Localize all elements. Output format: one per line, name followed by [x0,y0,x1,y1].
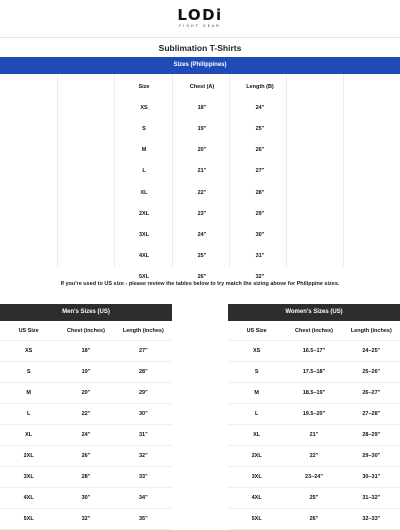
column-header: Length (B) [246,83,274,90]
grid-line [343,74,344,267]
table-cell: L [142,168,146,175]
table-header-row [115,76,289,97]
table-row [0,383,172,404]
table-cell: 28–29" [362,432,381,438]
table-cell: 34" [138,495,148,501]
table-row [115,161,289,182]
table-cell: 26" [309,516,319,522]
table-cell: 3XL [138,231,150,238]
table-cell: XS [140,104,148,111]
mens-size-table [0,304,172,530]
table-row [228,383,400,404]
table-cell: 19" [197,125,207,132]
table-cell: 28" [81,474,91,480]
table-cell: 20" [197,147,207,154]
table-row [0,509,172,530]
womens-size-table [228,304,400,530]
table-cell: 20" [81,390,91,396]
table-cell: 19" [81,369,91,375]
table-header-row [0,321,172,341]
table-cell: 27–28" [362,411,381,417]
table-cell: 16.5–17" [302,348,326,354]
table-cell: 24" [197,231,207,238]
table-cell: S [26,369,31,375]
table-cell: 25" [197,253,207,260]
table-row [115,118,289,139]
table-row [115,203,289,224]
mens-sizes-banner: Men's Sizes (US) [0,304,172,321]
table-row [115,246,289,267]
table-cell: L [26,411,31,417]
table-cell: S [254,369,259,375]
column-header: Length (inches) [122,327,164,334]
table-cell: 26" [81,453,91,459]
table-cell: 22" [81,411,91,417]
table-cell: 22" [309,453,319,459]
column-header: Chest (inches) [295,327,333,334]
table-row [0,404,172,425]
table-cell: 18" [197,104,207,111]
table-cell: 25" [255,125,265,132]
table-cell: 5XL [251,516,262,522]
table-cell: 19.5–20" [302,411,326,417]
table-cell: 17.5–18" [302,369,326,375]
table-row [228,467,400,488]
table-cell: 3XL [251,474,262,480]
table-cell: 33" [138,474,148,480]
table-cell: 24–25" [362,348,381,354]
table-cell: 31–32" [362,495,381,501]
table-cell: 2XL [251,453,262,459]
table-cell: 28" [255,189,265,196]
table-row [228,446,400,467]
column-header: Size [138,83,150,90]
header [0,0,400,38]
table-cell: 4XL [251,495,262,501]
table-cell: 27" [138,348,148,354]
table-cell: 25" [309,495,319,501]
table-cell: 32" [81,516,91,522]
table-cell: 4XL [23,495,34,501]
table-cell: 5XL [23,516,34,522]
table-header-row [228,321,400,341]
table-cell: 2XL [138,210,150,217]
page-title: Sublimation T-Shirts [158,43,242,53]
table-cell: 30" [81,495,91,501]
table-cell: 22" [197,189,207,196]
table-cell: 5XL [138,274,150,281]
table-cell: 4XL [138,253,150,260]
column-header: US Size [18,327,39,334]
table-cell: XL [25,432,33,438]
table-row [115,182,289,203]
table-cell: 3XL [23,474,34,480]
us-size-note: If you're used to US size - please review the tables below to try match the sizing above for Philippine sizes. [60,281,340,287]
table-row [0,425,172,446]
table-cell: 30" [138,411,148,417]
table-cell: 21" [309,432,319,438]
table-cell: XS [252,348,261,354]
table-row [228,341,400,362]
philippines-sizes-banner: Sizes (Philippines) [0,57,400,74]
table-row [115,140,289,161]
table-cell: 18.5–19" [302,390,326,396]
table-cell: 32" [255,274,265,281]
table-row [0,467,172,488]
table-cell: 29" [255,210,265,217]
brand-logo[interactable]: LODi [177,6,223,24]
table-row [228,404,400,425]
table-cell: 21" [197,168,207,175]
table-cell: XS [24,348,33,354]
table-cell: 30" [255,231,265,238]
womens-sizes-banner: Women's Sizes (US) [228,304,400,321]
column-header: US Size [246,327,267,334]
table-row [0,341,172,362]
table-cell: 24" [255,104,265,111]
table-cell: 26" [255,147,265,154]
philippines-size-table [115,76,289,288]
table-cell: 27" [255,168,265,175]
table-row [228,488,400,509]
table-cell: M [141,147,147,154]
table-row [115,224,289,245]
table-cell: 31" [138,432,148,438]
brand-tagline: FIGHT GEAR [179,24,221,28]
table-cell: M [254,390,259,396]
table-row [0,362,172,383]
table-cell: 32–33" [362,516,381,522]
table-cell: 26" [197,274,207,281]
table-cell: 32" [138,453,148,459]
table-cell: 2XL [23,453,34,459]
table-cell: 29–30" [362,453,381,459]
table-cell: 18" [81,348,91,354]
table-cell: 23–24" [305,474,323,480]
table-cell: 28" [138,369,148,375]
table-cell: 35" [138,516,148,522]
table-cell: XL [140,189,148,196]
table-row [228,509,400,530]
table-cell: 29" [138,390,148,396]
table-cell: 30–31" [362,474,381,480]
table-cell: 31" [255,253,265,260]
table-cell: S [142,125,146,132]
table-cell: L [254,411,259,417]
table-cell: XL [253,432,261,438]
table-cell: 26–27" [362,390,381,396]
table-row [115,97,289,118]
table-cell: 24" [81,432,91,438]
column-header: Chest (A) [189,83,215,90]
column-header: Chest (inches) [67,327,105,334]
table-row [228,425,400,446]
table-cell: 25–26" [362,369,381,375]
table-cell: 23" [197,210,207,217]
table-row [0,488,172,509]
grid-line [57,74,58,267]
table-row [228,362,400,383]
table-cell: M [26,390,31,396]
table-row [0,446,172,467]
column-header: Length (inches) [350,327,392,334]
